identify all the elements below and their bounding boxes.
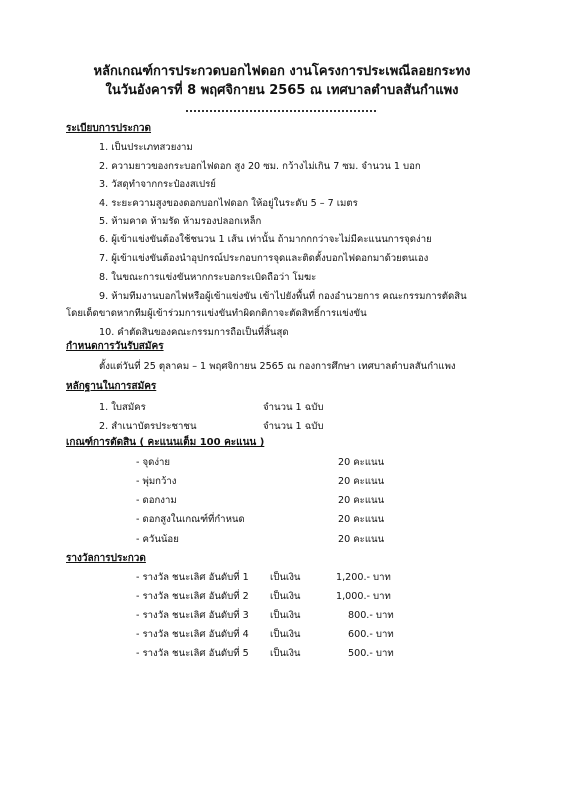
evidence-name: 1. ใบสมัคร bbox=[99, 402, 146, 413]
evidence-item bbox=[99, 420, 324, 433]
award-name: - รางวัล ชนะเลิศ อันดับที่ 3 bbox=[136, 610, 249, 621]
award-item bbox=[136, 647, 394, 660]
rule-item: 6. ผู้เข้าแข่งขันต้องใช้ชนวน 1 เส้น เท่านั้น ถ้ามากกกว่าจะไม่มีคะแนนการจุดง่าย bbox=[99, 234, 432, 245]
criteria-item bbox=[136, 513, 385, 526]
award-amount: 800.- บาท bbox=[348, 610, 394, 621]
award-label: เป็นเงิน bbox=[270, 610, 301, 621]
award-label: เป็นเงิน bbox=[270, 572, 301, 583]
evidence-qty: จำนวน 1 ฉบับ bbox=[263, 402, 324, 413]
award-label: เป็นเงิน bbox=[270, 648, 301, 659]
award-name: - รางวัล ชนะเลิศ อันดับที่ 4 bbox=[136, 629, 249, 640]
rule-item: 10. คำตัดสินของคณะกรรมการถือเป็นที่สิ้นสุด bbox=[99, 327, 289, 338]
rule-item: 1. เป็นประเภทสวยงาม bbox=[99, 142, 193, 153]
evidence-name: 2. สำเนาบัตรประชาชน bbox=[99, 421, 197, 432]
dotted-divider bbox=[186, 110, 376, 114]
criteria-item bbox=[136, 475, 385, 488]
rule-item: 7. ผู้เข้าแข่งขันต้องนำอุปกรณ์ประกอบการจุดและติดตั้งบอกไฟดอกมาด้วยตนเอง bbox=[99, 253, 429, 264]
evidence-item bbox=[99, 401, 324, 414]
criteria-score: 20 คะแนน bbox=[338, 495, 385, 506]
award-item bbox=[136, 609, 394, 622]
criteria-name: - พุ่มกว้าง bbox=[136, 476, 177, 487]
title-line-2: ในวันอังคารที่ 8 พฤศจิกายน 2565 ณ เทศบาลตำบลสันกำแพง bbox=[105, 83, 459, 98]
criteria-heading: เกณฑ์การตัดสิน ( คะแนนเต็ม 100 คะแนน ) bbox=[66, 437, 265, 448]
criteria-score: 20 คะแนน bbox=[338, 534, 385, 545]
award-label: เป็นเงิน bbox=[270, 629, 301, 640]
criteria-name: - ดอกงาม bbox=[136, 495, 177, 506]
evidence-heading: หลักฐานในการสมัคร bbox=[66, 381, 157, 392]
criteria-item bbox=[136, 456, 385, 469]
criteria-score: 20 คะแนน bbox=[338, 476, 385, 487]
criteria-item bbox=[136, 533, 385, 546]
rule-item: 8. ในขณะการแข่งขันหากกระบอกระเบิดถือว่า โมฆะ bbox=[99, 272, 317, 283]
rule-item-continuation: โดยเด็ดขาดหากทีมผู้เข้าร่วมการแข่งขันทำผิดกติกาจะตัดสิทธิ์การแข่งขัน bbox=[66, 308, 367, 319]
award-amount: 600.- บาท bbox=[348, 629, 394, 640]
rule-item: 4. ระยะความสูงของดอกบอกไฟดอก ให้อยู่ในระดับ 5 – 7 เมตร bbox=[99, 198, 358, 209]
registration-text: ตั้งแต่วันที่ 25 ตุลาคม – 1 พฤศจิกายน 2565 ณ กองการศึกษา เทศบาลตำบลสันกำแพง bbox=[99, 361, 456, 372]
criteria-score: 20 คะแนน bbox=[338, 514, 385, 525]
award-name: - รางวัล ชนะเลิศ อันดับที่ 2 bbox=[136, 591, 249, 602]
criteria-name: - จุดง่าย bbox=[136, 457, 171, 468]
award-name: - รางวัล ชนะเลิศ อันดับที่ 1 bbox=[136, 572, 249, 583]
rules-heading: ระเบียบการประกวด bbox=[66, 123, 152, 134]
award-name: - รางวัล ชนะเลิศ อันดับที่ 5 bbox=[136, 648, 249, 659]
criteria-score: 20 คะแนน bbox=[338, 457, 385, 468]
rule-item: 3. วัสดุทำจากกระป๋องสเปรย์ bbox=[99, 179, 216, 190]
award-amount: 500.- บาท bbox=[348, 648, 394, 659]
title-line-1: หลักเกณฑ์การประกวดบอกไฟดอก งานโครงการประเพณีลอยกระทง bbox=[93, 64, 471, 79]
criteria-name: - ควันน้อย bbox=[136, 534, 179, 545]
criteria-item bbox=[136, 494, 385, 507]
awards-heading: รางวัลการประกวด bbox=[66, 553, 146, 564]
registration-heading: กำหนดการวันรับสมัคร bbox=[66, 341, 164, 352]
rule-item: 5. ห้ามคาด ห้ามรัด ห้ามรองปลอกเหล็ก bbox=[99, 216, 262, 227]
award-amount: 1,000.- บาท bbox=[336, 591, 391, 602]
award-amount: 1,200.- บาท bbox=[336, 572, 391, 583]
award-item bbox=[136, 571, 391, 584]
award-item bbox=[136, 590, 391, 603]
rule-item: 9. ห้ามทีมงานบอกไฟหรือผู้เข้าแข่งขัน เข้าไปยังพื้นที่ กองอำนวยการ คณะกรรมการตัดสิน bbox=[99, 291, 467, 302]
award-label: เป็นเงิน bbox=[270, 591, 301, 602]
evidence-qty: จำนวน 1 ฉบับ bbox=[263, 421, 324, 432]
criteria-name: - ดอกสูงในเกณฑ์ที่กำหนด bbox=[136, 514, 245, 525]
award-item bbox=[136, 628, 394, 641]
rule-item: 2. ความยาวของกระบอกไฟดอก สูง 20 ซม. กว้างไม่เกิน 7 ซม. จำนวน 1 บอก bbox=[99, 161, 421, 172]
